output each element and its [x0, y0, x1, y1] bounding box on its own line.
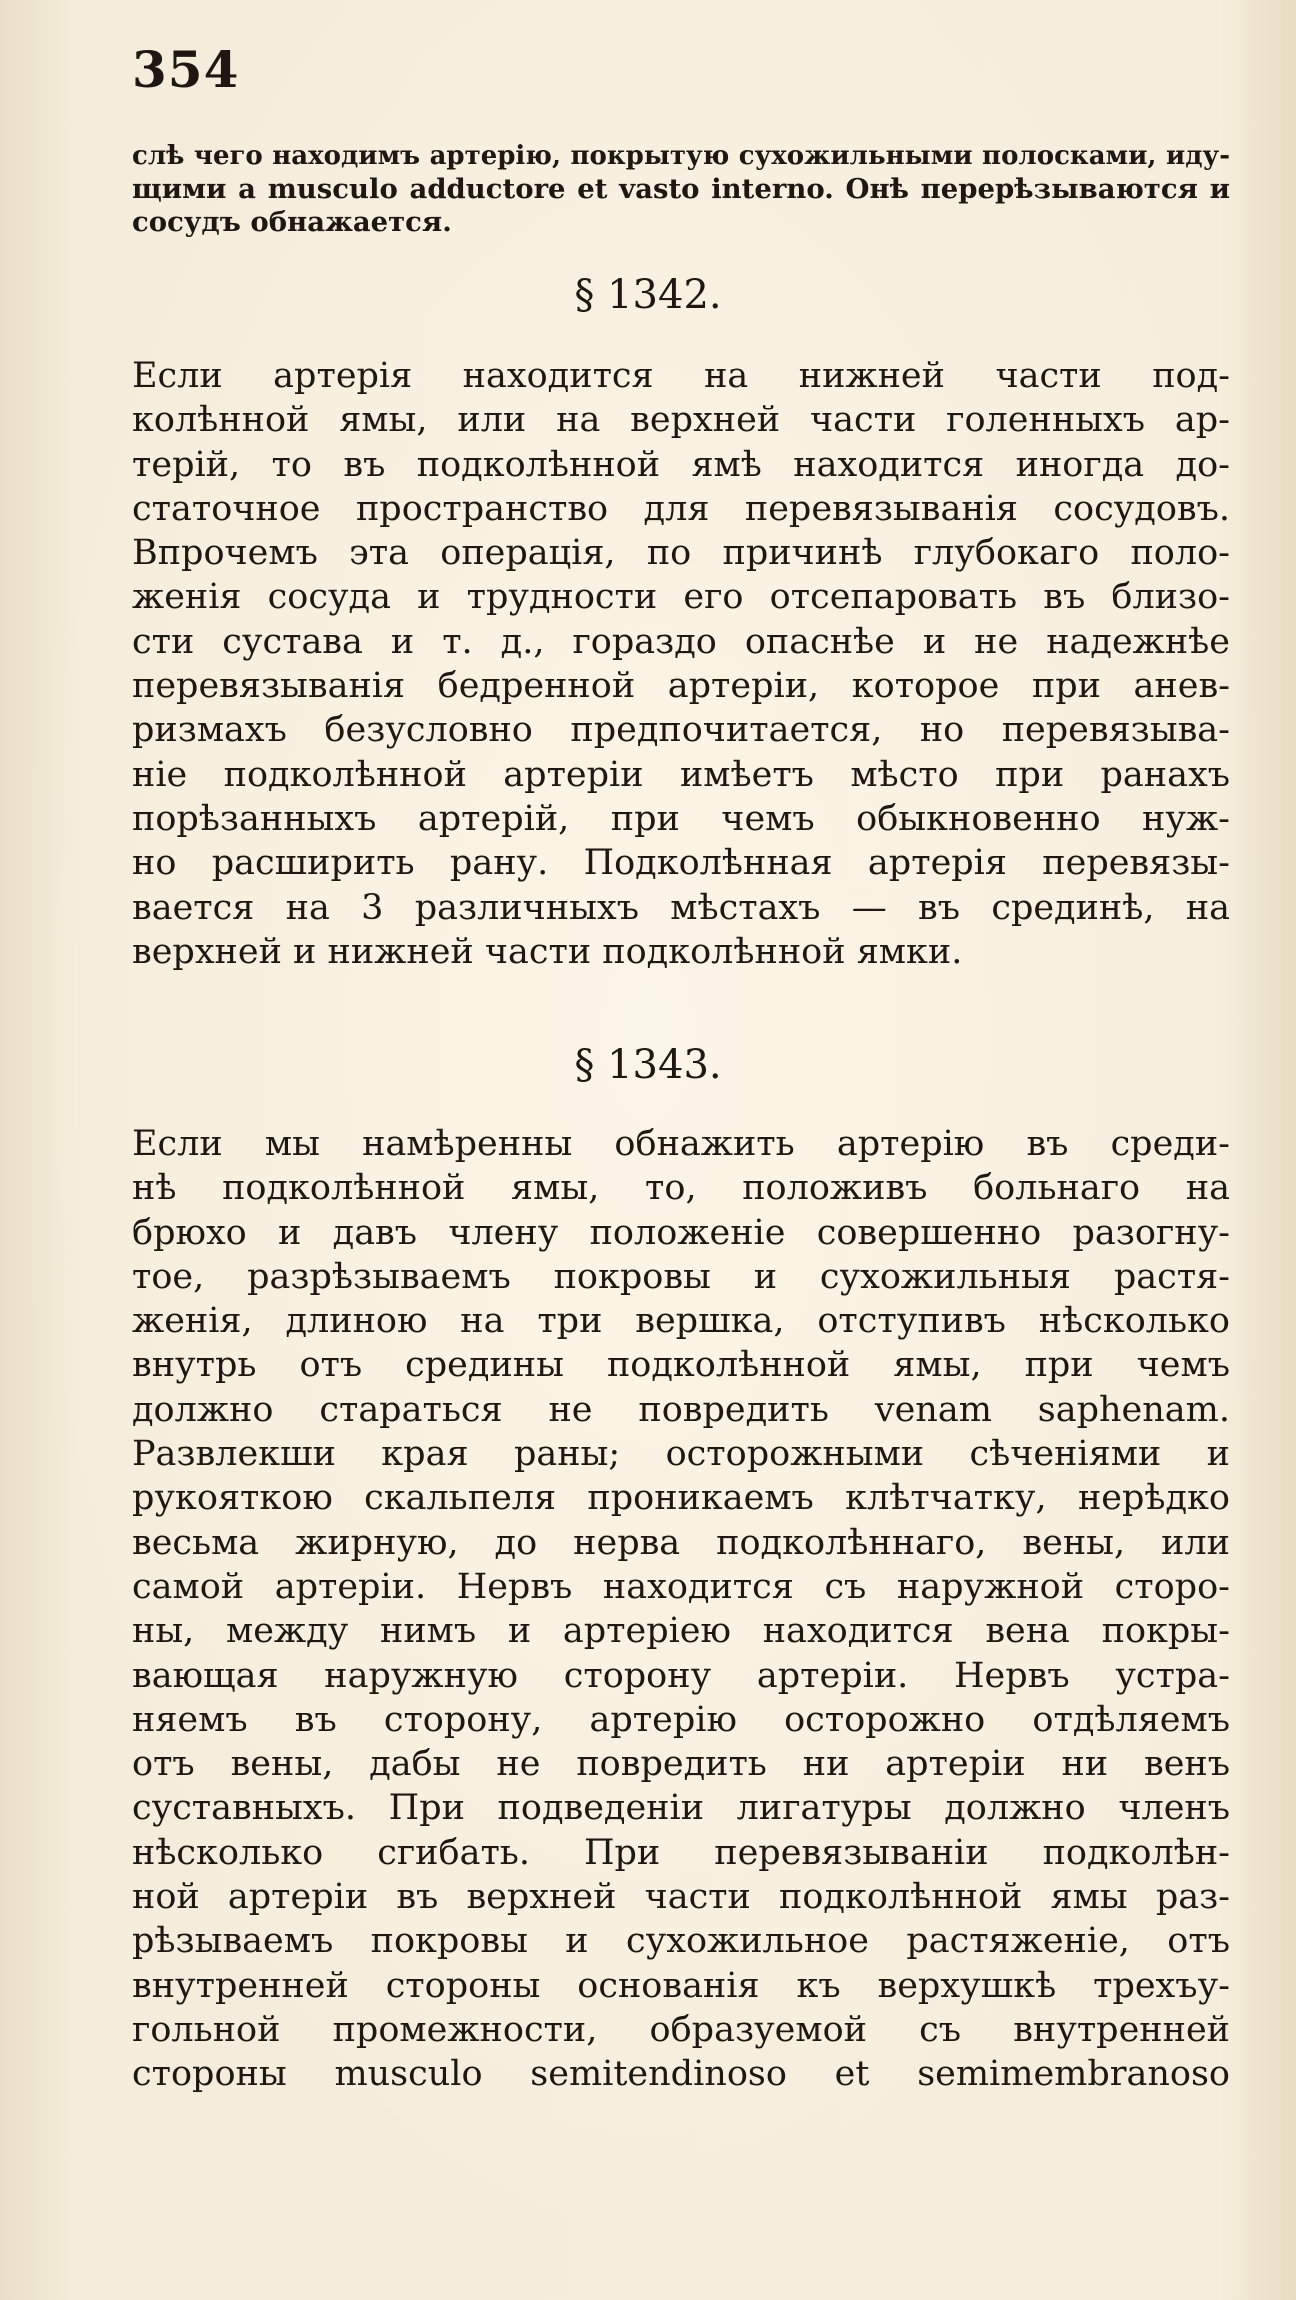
text-line: верхней и нижней части подколѣнной ямки.: [132, 931, 963, 972]
text-line: весьма жирную, до нерва подколѣннаго, вены, или: [132, 1522, 1230, 1563]
text-line: сосудъ обнажается.: [132, 206, 452, 238]
text-line: самой артеріи. Нервъ находится съ наружной сторо-: [132, 1566, 1230, 1607]
text-line: должно стараться не повредить venam saphenam.: [132, 1389, 1230, 1430]
text-line: ніе подколѣнной артеріи имѣетъ мѣсто при ранахъ: [132, 754, 1230, 795]
text-line: Если артерія находится на нижней части под-: [132, 356, 1230, 396]
text-line: няемъ въ сторону, артерію осторожно отдѣляемъ: [132, 1699, 1230, 1740]
text-line: Если мы намѣренны обнажить артерію въ среди-: [132, 1124, 1230, 1164]
text-line: порѣзанныхъ артерій, при чемъ обыкновенно нуж-: [132, 798, 1230, 839]
text-line: нѣ подколѣнной ямы, то, положивъ больнаго на: [132, 1168, 1230, 1209]
text-line: слѣ чего находимъ артерію, покрытую сухожильными полосками, иду-: [132, 141, 1230, 171]
text-line: женія сосуда и трудности его отсепаровать въ близо-: [132, 577, 1230, 618]
text-line: внутренней стороны основанія къ верхушкѣ трехъу-: [132, 1965, 1230, 2006]
text-line: тое, разрѣзываемъ покровы и сухожильныя растя-: [132, 1256, 1230, 1297]
section-heading-1342: § 1342.: [574, 272, 722, 318]
text-line: вается на 3 различныхъ мѣстахъ — въ срединѣ, на: [132, 887, 1230, 928]
text-line: вающая наружную сторону артеріи. Нервъ устра-: [132, 1655, 1230, 1696]
text-line: брюхо и давъ члену положеніе совершенно разогну-: [132, 1212, 1230, 1253]
intro-paragraph: [132, 140, 1230, 239]
section-1343-paragraph: [132, 1122, 1230, 2097]
text-line: ны, между нимъ и артеріею находится вена покры-: [132, 1611, 1230, 1652]
text-line: Развлекши края раны; осторожными сѣченіями и: [132, 1434, 1230, 1475]
text-line: нѣсколько сгибать. При перевязываніи подколѣн-: [132, 1832, 1230, 1873]
text-line: Впрочемъ эта операція, по причинѣ глубокаго поло-: [132, 533, 1230, 574]
text-line: отъ вены, дабы не повредить ни артеріи ни венъ: [132, 1744, 1230, 1785]
text-line: перевязыванія бедренной артеріи, которое при анев-: [132, 666, 1230, 707]
section-heading-1343: § 1343.: [574, 1042, 722, 1088]
page-number: 354: [132, 40, 240, 99]
text-line: рѣзываемъ покровы и сухожильное растяженіе, отъ: [132, 1921, 1230, 1962]
text-line: терій, то въ подколѣнной ямѣ находится иногда до-: [132, 444, 1230, 485]
text-line: женія, длиною на три вершка, отступивъ нѣсколько: [132, 1301, 1230, 1342]
section-1342-paragraph: [132, 354, 1230, 974]
text-line: сти сустава и т. д., гораздо опаснѣе и не надежнѣе: [132, 621, 1230, 662]
text-line: статочное пространство для перевязыванія сосудовъ.: [132, 488, 1230, 529]
text-line: стороны musculo semitendinoso et semimembranoso: [132, 2054, 1230, 2095]
text-line: гольной промежности, образуемой съ внутренней: [132, 2009, 1230, 2050]
text-line: но расширить рану. Подколѣнная артерія перевязы-: [132, 843, 1230, 884]
text-line: щими а musculo adductore et vasto interno. Онѣ перерѣзываются и: [132, 173, 1230, 205]
text-line: ной артеріи въ верхней части подколѣнной ямы раз-: [132, 1877, 1230, 1918]
text-line: колѣнной ямы, или на верхней части голенныхъ ар-: [132, 400, 1230, 441]
text-line: суставныхъ. При подведеніи лигатуры должно членъ: [132, 1788, 1230, 1829]
text-line: внутрь отъ средины подколѣнной ямы, при чемъ: [132, 1345, 1230, 1386]
text-line: ризмахъ безусловно предпочитается, но перевязыва-: [132, 710, 1230, 751]
text-line: рукояткою скальпеля проникаемъ клѣтчатку, нерѣдко: [132, 1478, 1230, 1519]
